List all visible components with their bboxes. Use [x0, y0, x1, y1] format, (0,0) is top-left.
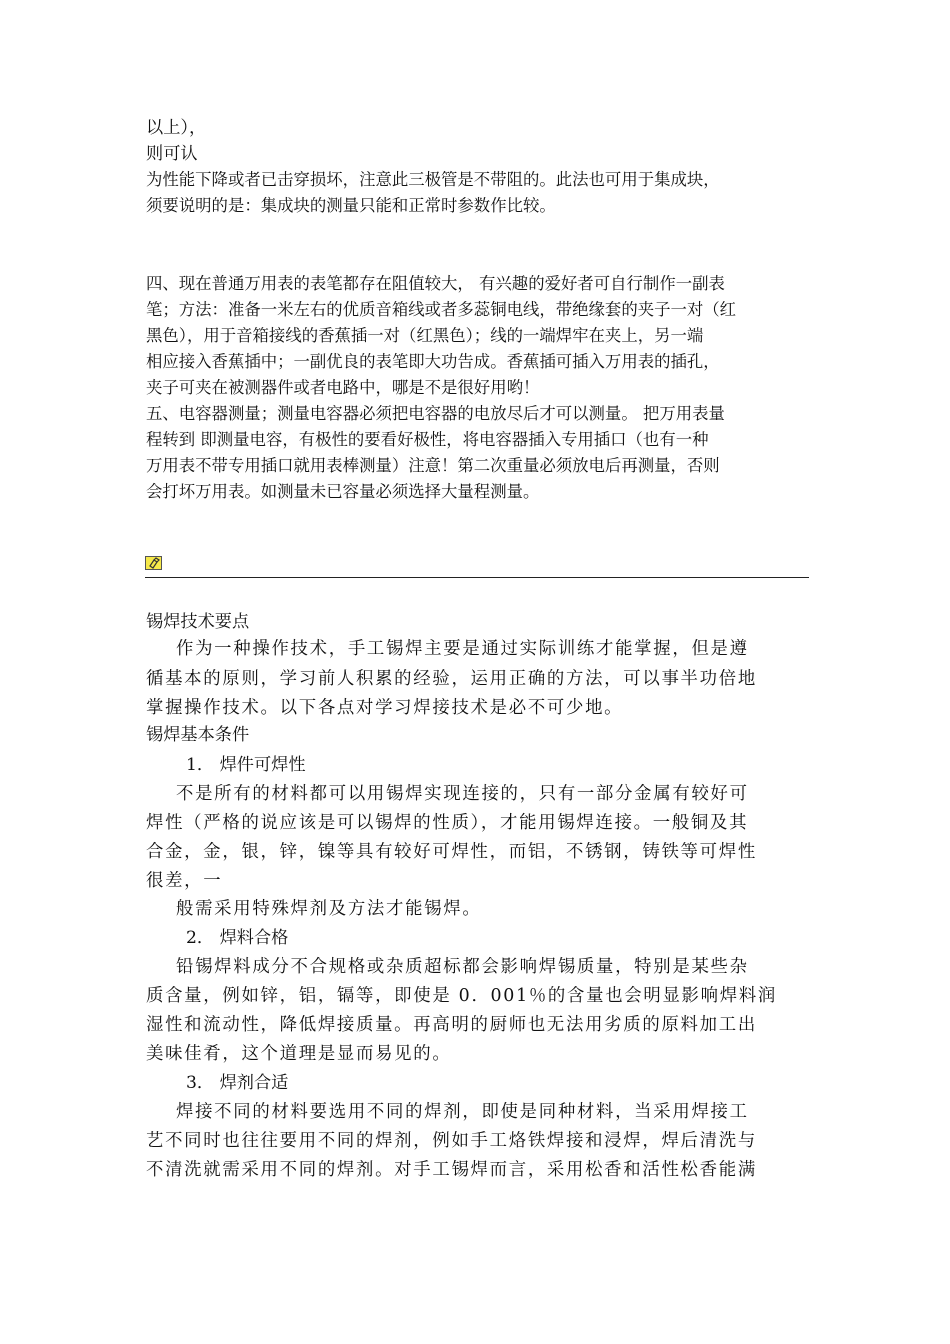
- text-line: 须要说明的是：集成块的测量只能和正常时参数作比较。: [146, 196, 556, 215]
- section-five-line: 万用表不带专用插口就用表棒测量）注意！第二次重量必须放电后再测量，否则: [146, 456, 720, 475]
- item-body-line: 焊性（严格的说应该是可以锡焊的性质），才能用锡焊连接。一般铜及其: [146, 813, 749, 833]
- intro-line: 循基本的原则，学习前人积累的经验，运用正确的方法，可以事半功倍地: [146, 669, 757, 689]
- section-five-line: 五、电容器测量；测量电容器必须把电容器的电放尽后才可以测量。 把万用表量: [146, 404, 725, 423]
- section-five-line: 会打坏万用表。如测量未已容量必须选择大量程测量。: [146, 482, 540, 501]
- horizontal-rule: [145, 577, 809, 578]
- section-four-line: 夹子可夹在被测器件或者电路中，哪是不是很好用哟！: [146, 378, 540, 397]
- intro-line: 掌握操作技术。以下各点对学习焊接技术是必不可少地。: [146, 698, 624, 718]
- section-title: 锡焊技术要点: [146, 612, 250, 632]
- section-four-line: 黑色），用于音箱接线的香蕉插一对（红黑色）；线的一端焊牢在夹上，另一端: [146, 326, 704, 345]
- section-four-line: 相应接入香蕉插中；一副优良的表笔即大功告成。香蕉插可插入万用表的插孔，: [146, 352, 720, 371]
- subsection-title: 锡焊基本条件: [146, 725, 250, 745]
- item-body-line: 湿性和流动性，降低焊接质量。再高明的厨师也无法用劣质的原料加工出: [146, 1015, 757, 1035]
- item-title: 1． 焊件可焊性: [186, 755, 306, 775]
- item-body-line: 美味佳肴，这个道理是显而易见的。: [146, 1044, 452, 1064]
- item-body-line: 质含量，例如锌，铝，镉等，即使是 0．001％的含量也会明显影响焊料润: [146, 986, 778, 1006]
- text-line: 以上），: [146, 118, 207, 138]
- item-body-line: 合金，金，银，锌，镍等具有较好可焊性，而铝，不锈钢，铸铁等可焊性: [146, 842, 757, 862]
- item-body-line: 般需采用特殊焊剂及方法才能锡焊。: [176, 899, 482, 919]
- text-line: 则可认: [146, 144, 198, 164]
- item-body-line: 很差，一: [146, 871, 223, 891]
- section-four-line: 四、现在普通万用表的表笔都存在阻值较大， 有兴趣的爱好者可自行制作一副表: [146, 274, 725, 293]
- text-line: 为性能下降或者已击穿损坏，注意此三极管是不带阻的。此法也可用于集成块，: [146, 170, 720, 189]
- section-four-line: 笔；方法：准备一米左右的优质音箱线或者多蕊铜电线，带绝缘套的夹子一对（红: [146, 300, 737, 319]
- section-five-line: 程转到 即测量电容，有极性的要看好极性，将电容器插入专用插口（也有一种: [146, 430, 709, 449]
- item-body-line: 艺不同时也往往要用不同的焊剂，例如手工烙铁焊接和浸焊，焊后清洗与: [146, 1131, 757, 1151]
- item-body-line: 铅锡焊料成分不合规格或杂质超标都会影响焊锡质量，特别是某些杂: [176, 957, 749, 977]
- item-body-line: 不是所有的材料都可以用锡焊实现连接的，只有一部分金属有较好可: [176, 784, 749, 804]
- intro-line: 作为一种操作技术，手工锡焊主要是通过实际训练才能掌握，但是遵: [176, 639, 749, 659]
- link-icon[interactable]: [145, 556, 162, 570]
- item-body-line: 焊接不同的材料要选用不同的焊剂，即使是同种材料，当采用焊接工: [176, 1102, 749, 1122]
- item-title: 3． 焊剂合适: [186, 1073, 289, 1093]
- item-title: 2． 焊料合格: [186, 928, 289, 948]
- item-body-line: 不清洗就需采用不同的焊剂。对手工锡焊而言，采用松香和活性松香能满: [146, 1160, 757, 1180]
